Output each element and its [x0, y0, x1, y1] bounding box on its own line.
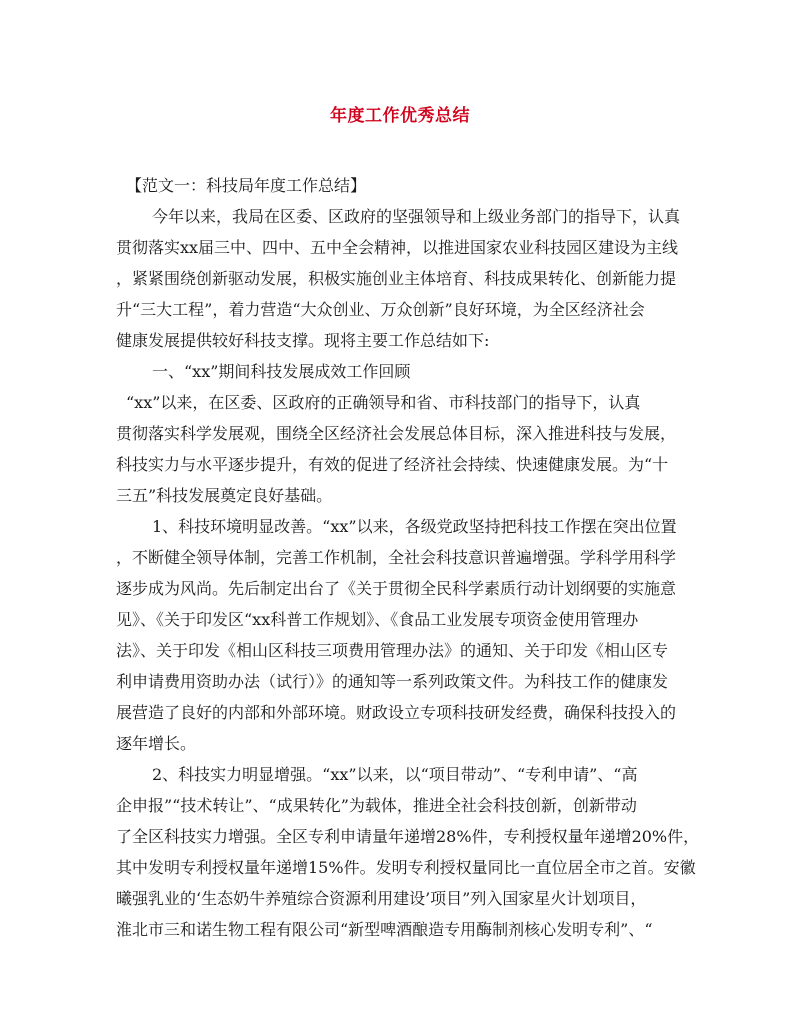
- paragraph-line: 健康发展提供较好科技支撑。现将主要工作总结如下:: [116, 331, 490, 350]
- paragraph-line: 科技实力与水平逐步提升，有效的促进了经济社会持续、快速健康发展。为“十: [116, 455, 669, 474]
- paragraph-line: 见》、《关于印发区“xx科普工作规划》、《食品工业发展专项资金使用管理办: [116, 610, 639, 629]
- paragraph-line: 淮北市三和诺生物工程有限公司“新型啤酒酿造专用酶制剂核心发明专利”、“: [116, 920, 653, 939]
- paragraph-line: 展营造了良好的内部和外部环境。财政设立专项科技研发经费，确保科技投入的: [116, 703, 677, 722]
- paragraph-line: ，紧紧围绕创新驱动发展，积极实施创业主体培育、科技成果转化、创新能力提: [116, 269, 677, 288]
- paragraph-line: 利申请费用资助办法（试行）》的通知等一系列政策文件。为科技工作的健康发: [116, 672, 669, 691]
- paragraph-line: 逐年增长。: [116, 734, 197, 753]
- paragraph-line: “xx”以来，在区委、区政府的正确领导和省、市科技部门的指导下，认真: [126, 393, 641, 412]
- paragraph-line: ，不断健全领导体制，完善工作机制，全社会科技意识普遍增强。学科学用科学: [116, 548, 677, 567]
- paragraph-line: 逐步成为风尚。先后制定出台了《关于贯彻全民科学素质行动计划纲要的实施意: [116, 579, 677, 598]
- subsection-heading: 一、“xx”期间科技发展成效工作回顾: [152, 362, 411, 381]
- paragraph-line: 企申报”“技术转让”、“成果转化”为载体，推进全社会科技创新，创新带动: [116, 796, 637, 815]
- paragraph-line: 贯彻落实xx届三中、四中、五中全会精神，以推进国家农业科技园区建设为主线: [116, 238, 679, 257]
- paragraph-line: 2、科技实力明显增强。“xx”以来，以“项目带动”、“专利申请”、“高: [152, 765, 638, 784]
- document-body: [116, 170, 700, 945]
- document-title: 年度工作优秀总结: [330, 106, 470, 126]
- paragraph-line: 法》、关于印发《相山区科技三项费用管理办法》的通知、关于印发《相山区专: [116, 641, 669, 660]
- paragraph-line: 其中发明专利授权量年递增15%件。发明专利授权量同比一直位居全市之首。安徽: [116, 858, 696, 877]
- paragraph-line: 1、科技环境明显改善。“xx”以来，各级党政坚持把科技工作摆在突出位置: [152, 517, 677, 536]
- paragraph-line: 三五”科技发展奠定良好基础。: [116, 486, 333, 505]
- paragraph-line: 曦强乳业的‘生态奶牛养殖综合资源利用建设’项目”列入国家星火计划项目，: [116, 889, 647, 908]
- section-heading: 【范文一：科技局年度工作总结】: [126, 176, 367, 195]
- paragraph-line: 了全区科技实力增强。全区专利申请量年递增28%件，专利授权量年递增20%件，: [116, 827, 700, 846]
- paragraph-line: 今年以来，我局在区委、区政府的坚强领导和上级业务部门的指导下，认真: [152, 207, 681, 226]
- paragraph-line: 贯彻落实科学发展观，围绕全区经济社会发展总体目标，深入推进科技与发展，: [116, 424, 677, 443]
- paragraph-line: 升“三大工程”，着力营造“大众创业、万众创新”良好环境，为全区经济社会: [116, 300, 645, 319]
